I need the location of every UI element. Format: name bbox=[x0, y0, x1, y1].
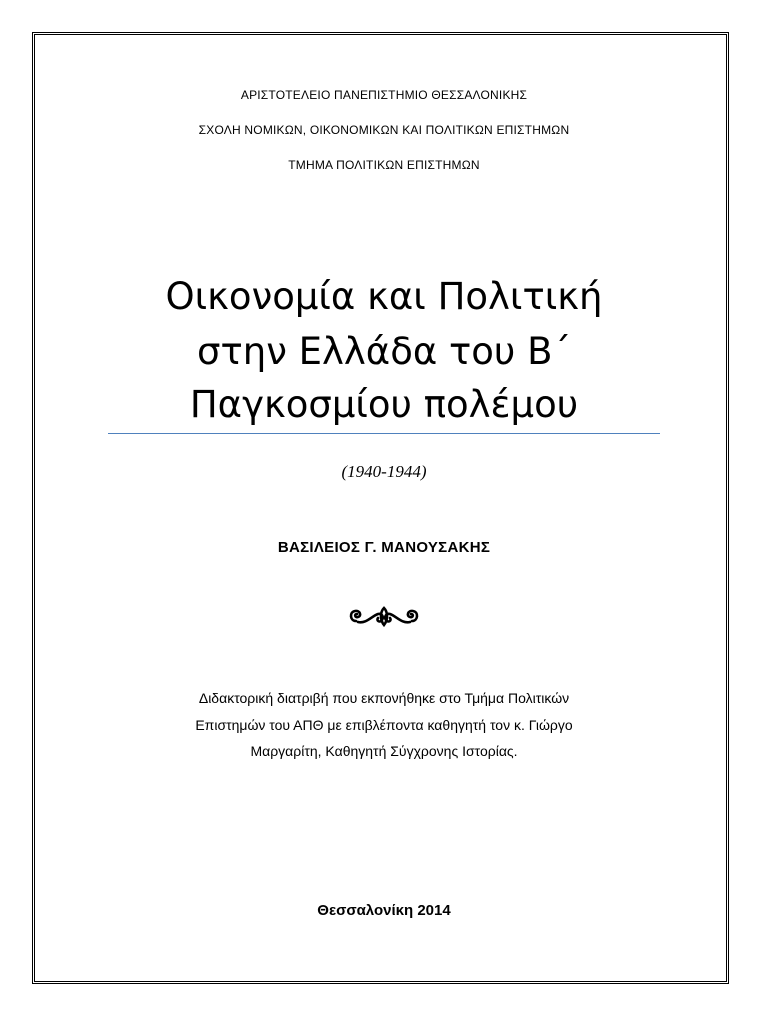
page-border bbox=[32, 32, 729, 984]
description-line-3: Μαργαρίτη, Καθηγητή Σύγχρονης Ιστορίας. bbox=[250, 743, 518, 759]
title-divider bbox=[108, 433, 660, 434]
description-line-2: Επιστημών του ΑΠΘ με επιβλέποντα καθηγητή τον κ. Γιώργο bbox=[195, 717, 573, 733]
author-name: ΒΑΣΙΛΕΙΟΣ Γ. ΜΑΝΟΥΣΑΚΗΣ bbox=[277, 539, 491, 556]
fleuron-icon bbox=[346, 602, 422, 630]
title-line-2: στην Ελλάδα του Β΄ bbox=[197, 330, 571, 373]
title-line-3: Παγκοσμίου πολέμου bbox=[189, 383, 579, 426]
description-line-1: Διδακτορική διατριβή που εκπονήθηκε στο Τμήμα Πολιτικών bbox=[198, 690, 570, 706]
department-name: ΤΜΗΜΑ ΠΟΛΙΤΙΚΩΝ ΕΠΙΣΤΗΜΩΝ bbox=[288, 158, 480, 172]
period-years: (1940-1944) bbox=[341, 462, 427, 481]
title-line-1: Οικονομία και Πολιτική bbox=[165, 275, 603, 318]
university-name: ΑΡΙΣΤΟΤΕΛΕΙΟ ΠΑΝΕΠΙΣΤΗΜΙΟ ΘΕΣΣΑΛΟΝΙΚΗΣ bbox=[240, 88, 528, 102]
school-name: ΣΧΟΛΗ ΝΟΜΙΚΩΝ, ΟΙΚΟΝΟΜΙΚΩΝ ΚΑΙ ΠΟΛΙΤΙΚΩΝ ΕΠΙΣΤΗΜΩΝ bbox=[198, 123, 570, 137]
place-and-year: Θεσσαλονίκη 2014 bbox=[317, 902, 451, 919]
